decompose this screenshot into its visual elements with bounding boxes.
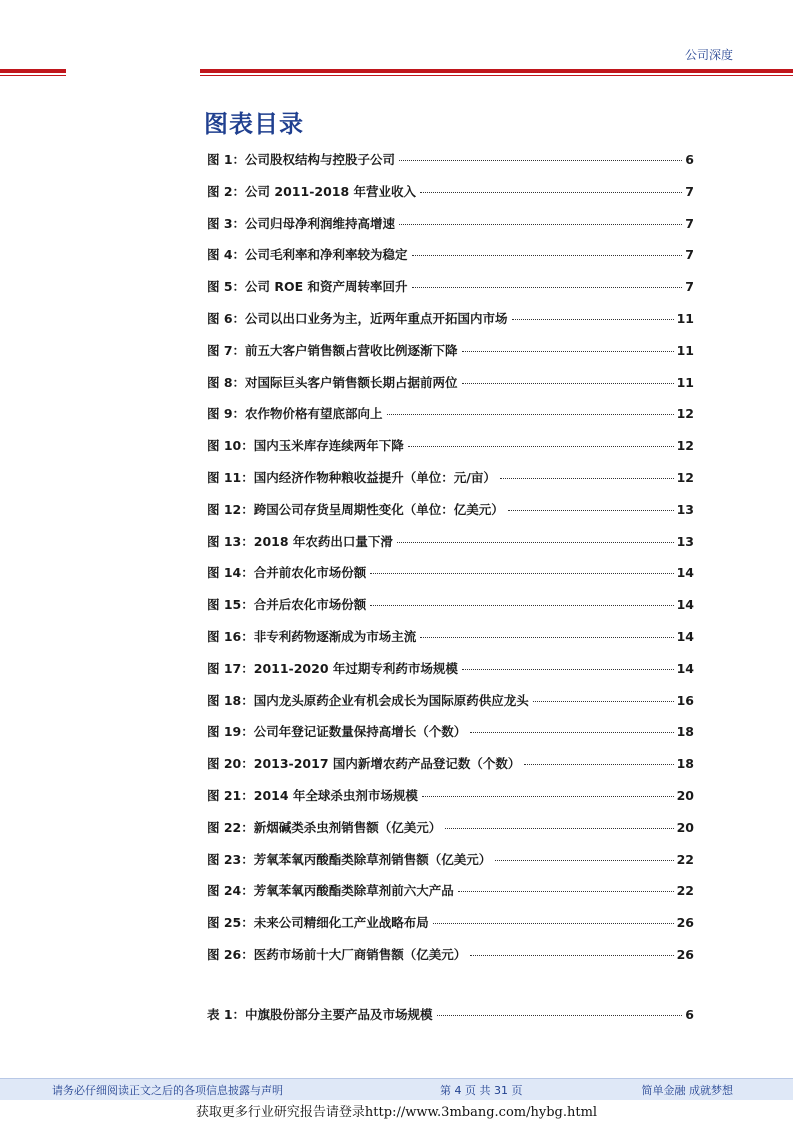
dot-leader <box>433 923 674 924</box>
figure-entry-page: 11 <box>676 374 694 390</box>
figure-entry-label: 图 1：公司股权结构与控股子公司 <box>207 152 396 167</box>
figure-entry-label: 图 2：公司 2011-2018 年营业收入 <box>207 183 417 199</box>
figure-entry-page: 7 <box>685 279 694 295</box>
dot-leader <box>512 319 674 320</box>
figure-entry-page: 22 <box>676 851 694 867</box>
figure-entry-label: 图 22：新烟碱类杀虫剂销售额（亿美元） <box>207 819 442 835</box>
figure-entry-page: 7 <box>685 247 694 263</box>
figure-entry-page: 11 <box>676 342 694 358</box>
figure-entry[interactable] <box>207 722 694 754</box>
figure-entry-label: 图 3：公司归母净利润维持高增速 <box>207 215 396 231</box>
dot-leader <box>412 255 683 256</box>
figure-entry[interactable] <box>207 786 694 818</box>
figure-entry-label: 图 12：跨国公司存货呈周期性变化（单位：亿美元） <box>207 501 504 517</box>
figure-entry-page: 14 <box>676 660 694 676</box>
figure-entry-label: 图 19：公司年登记证数量保持高增长（个数） <box>207 724 467 740</box>
dot-leader <box>533 701 674 702</box>
figure-entry[interactable] <box>207 404 694 436</box>
table-entry-label: 表 1：中旗股份部分主要产品及市场规模 <box>207 1007 433 1022</box>
dot-leader <box>470 955 673 956</box>
figure-entry[interactable] <box>207 150 694 182</box>
figure-entry-page: 22 <box>676 883 694 899</box>
figure-entry-page: 13 <box>676 533 694 549</box>
header-section-tag: 公司深度 <box>684 48 733 62</box>
footer-slogan: 简单金融 成就梦想 <box>641 1084 733 1097</box>
figure-entry[interactable] <box>207 754 694 786</box>
table-toc-list <box>207 1005 694 1037</box>
figure-entry-label: 图 8：对国际巨头客户销售额长期占据前两位 <box>207 374 458 390</box>
figure-entry[interactable] <box>207 182 694 214</box>
figure-entry-page: 7 <box>685 183 694 199</box>
figure-entry-label: 图 23：芳氧苯氧丙酸酯类除草剂销售额（亿美元） <box>207 851 492 867</box>
table-entry-page: 6 <box>685 1007 694 1022</box>
dot-leader <box>462 351 674 352</box>
figure-entry[interactable] <box>207 659 694 691</box>
dot-leader <box>387 414 674 415</box>
dot-leader <box>500 478 674 479</box>
figure-entry-page: 6 <box>685 152 694 167</box>
figure-entry[interactable] <box>207 309 694 341</box>
figure-entry[interactable] <box>207 691 694 723</box>
dot-leader <box>462 383 674 384</box>
figure-entry-label: 图 11：国内经济作物种粮收益提升（单位：元/亩） <box>207 469 496 485</box>
figure-entry-label: 图 7：前五大客户销售额占营收比例逐渐下降 <box>207 342 458 358</box>
dot-leader <box>524 764 673 765</box>
header-rule-left-thick <box>0 69 66 73</box>
page-title: 图表目录 <box>204 110 304 138</box>
header-rule-right-thick <box>200 69 793 73</box>
figure-entry-page: 26 <box>676 946 694 962</box>
bottom-link-note: 获取更多行业研究报告请登录http://www.3mbang.com/hybg.html <box>195 1105 598 1120</box>
figure-entry[interactable] <box>207 214 694 246</box>
figure-entry-page: 20 <box>676 819 694 835</box>
figure-entry-label: 图 4：公司毛利率和净利率较为稳定 <box>207 247 408 263</box>
dot-leader <box>370 573 673 574</box>
dot-leader <box>420 192 682 193</box>
figure-entry-page: 14 <box>676 597 694 613</box>
figure-entry-page: 16 <box>676 692 694 708</box>
figure-entry-label: 图 10：国内玉米库存连续两年下降 <box>207 438 404 454</box>
figure-entry-label: 图 9：农作物价格有望底部向上 <box>207 406 383 422</box>
figure-entry[interactable] <box>207 341 694 373</box>
figure-entry-page: 26 <box>676 915 694 931</box>
figure-entry-label: 图 18：国内龙头原药企业有机会成长为国际原药供应龙头 <box>207 692 529 708</box>
footer-page-info: 第 4 页 共 31 页 <box>440 1084 523 1097</box>
figure-entry[interactable] <box>207 563 694 595</box>
figure-entry-page: 14 <box>676 628 694 644</box>
figure-entry[interactable] <box>207 913 694 945</box>
figure-entry-page: 18 <box>676 724 694 740</box>
dot-leader <box>420 637 673 638</box>
dot-leader <box>445 828 673 829</box>
figure-entry-page: 20 <box>676 787 694 803</box>
figure-entry-label: 图 25：未来公司精细化工产业战略布局 <box>207 915 429 931</box>
figure-entry[interactable] <box>207 818 694 850</box>
figure-entry[interactable] <box>207 595 694 627</box>
figure-entry-label: 图 17：2011-2020 年过期专利药市场规模 <box>207 660 458 676</box>
dot-leader <box>412 287 683 288</box>
figure-entry-label: 图 16：非专利药物逐渐成为市场主流 <box>207 628 417 644</box>
figure-entry-label: 图 5：公司 ROE 和资产周转率回升 <box>207 279 408 295</box>
dot-leader <box>508 510 674 511</box>
figure-entry-page: 12 <box>676 469 694 485</box>
figure-entry[interactable] <box>207 945 694 977</box>
figure-entry[interactable] <box>207 436 694 468</box>
figure-entry-page: 14 <box>676 565 694 581</box>
figure-entry-label: 图 20：2013-2017 国内新增农药产品登记数（个数） <box>207 756 521 772</box>
dot-leader <box>458 891 674 892</box>
figure-entry[interactable] <box>207 245 694 277</box>
footer-disclaimer: 请务必仔细阅读正文之后的各项信息披露与声明 <box>52 1084 283 1097</box>
dot-leader <box>399 224 682 225</box>
figure-entry-label: 图 15：合并后农化市场份额 <box>207 597 367 613</box>
dot-leader <box>422 796 674 797</box>
dot-leader <box>397 542 674 543</box>
dot-leader <box>462 669 674 670</box>
figure-entry[interactable] <box>207 277 694 309</box>
figure-entry-page: 12 <box>676 406 694 422</box>
figure-entry-page: 13 <box>676 501 694 517</box>
dot-leader <box>437 1015 683 1016</box>
dot-leader <box>495 860 673 861</box>
dot-leader <box>470 732 673 733</box>
header-rule-right-thin <box>200 75 793 76</box>
table-entry[interactable] <box>207 1005 694 1037</box>
figure-entry[interactable] <box>207 881 694 913</box>
figure-entry-label: 图 21：2014 年全球杀虫剂市场规模 <box>207 787 418 803</box>
figure-entry[interactable] <box>207 627 694 659</box>
header-rule-left-thin <box>0 75 66 76</box>
dot-leader <box>408 446 674 447</box>
figure-entry-label: 图 13：2018 年农药出口量下滑 <box>207 533 393 549</box>
figure-entry-label: 图 26：医药市场前十大厂商销售额（亿美元） <box>207 946 467 962</box>
figure-entry[interactable] <box>207 373 694 405</box>
figure-entry-page: 12 <box>676 438 694 454</box>
figure-entry[interactable] <box>207 850 694 882</box>
figure-entry-label: 图 6：公司以出口业务为主，近两年重点开拓国内市场 <box>207 310 508 326</box>
dot-leader <box>370 605 673 606</box>
figure-entry[interactable] <box>207 532 694 564</box>
figure-toc-list <box>207 150 694 977</box>
figure-entry-label: 图 24：芳氧苯氧丙酸酯类除草剂前六大产品 <box>207 883 454 899</box>
figure-entry-page: 18 <box>676 756 694 772</box>
dot-leader <box>399 160 682 161</box>
figure-entry-page: 11 <box>676 310 694 326</box>
figure-entry[interactable] <box>207 468 694 500</box>
figure-entry-label: 图 14：合并前农化市场份额 <box>207 565 367 581</box>
figure-entry-page: 7 <box>685 215 694 231</box>
figure-entry[interactable] <box>207 500 694 532</box>
